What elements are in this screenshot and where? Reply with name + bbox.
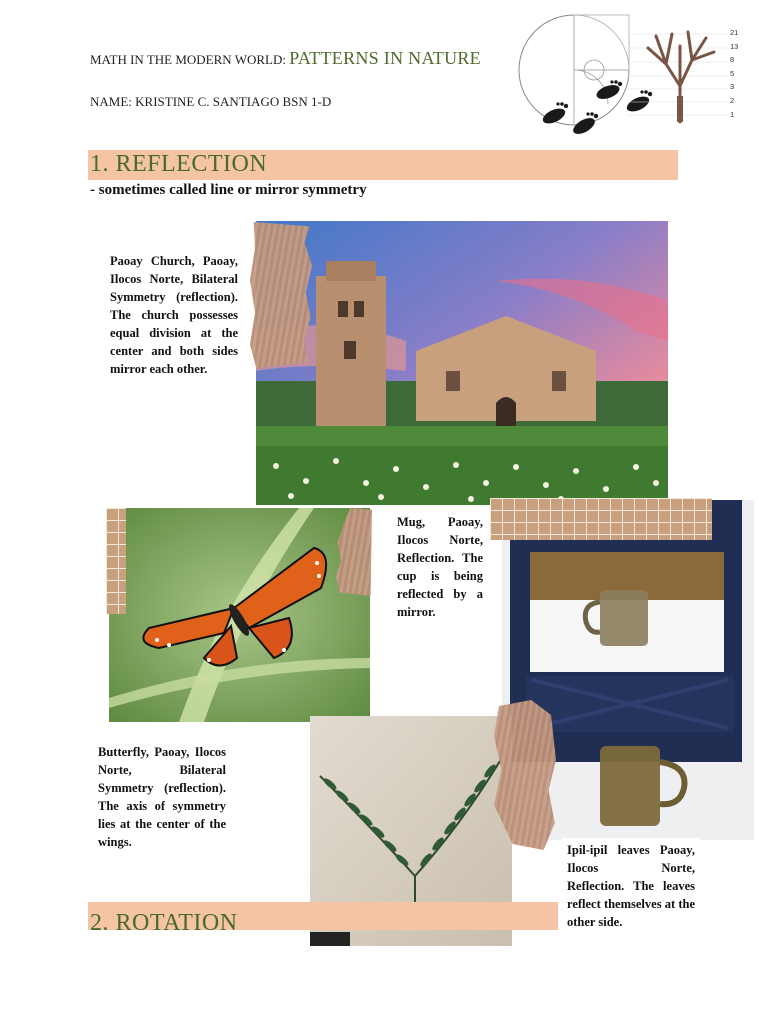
fib-label: 5 xyxy=(730,68,735,78)
student-name: NAME: KRISTINE C. SANTIAGO BSN 1-D xyxy=(90,94,332,109)
fib-label: 1 xyxy=(730,109,735,119)
section-band xyxy=(88,902,558,930)
course-heading xyxy=(90,48,481,69)
butterfly-photo xyxy=(109,508,370,722)
fib-label: 8 xyxy=(730,55,735,65)
fib-label: 3 xyxy=(730,82,735,92)
leaves-caption: Ipil-ipil leaves Paoay, Ilocos Norte, Reflection. The leaves reflect themselves at the other side. xyxy=(567,843,695,929)
grid-tape xyxy=(106,508,126,614)
church-caption: Paoay Church, Paoay, Ilocos Norte, Bilateral Symmetry (reflection). The church possesses equal division at the center and both sides mirror each other. xyxy=(110,254,238,376)
grid-tape xyxy=(490,498,712,540)
course-prefix: MATH IN THE MODERN WORLD: xyxy=(90,52,290,67)
tree-icon xyxy=(628,26,728,126)
fibonacci-tree xyxy=(628,26,744,126)
section-title: 2. ROTATION xyxy=(90,910,238,930)
church-photo xyxy=(256,221,668,505)
course-topic: PATTERNS IN NATURE xyxy=(289,48,481,68)
fib-label: 2 xyxy=(730,95,735,105)
leaves-caption-box xyxy=(562,838,700,950)
torn-tape xyxy=(250,222,312,368)
section-band xyxy=(88,150,678,180)
mug-caption: Mug, Paoay, Ilocos Norte, Reflection. The cup is being reflected by a mirror. xyxy=(397,515,483,619)
fib-label: 21 xyxy=(730,28,739,37)
fib-label: 13 xyxy=(730,41,739,51)
section-title: 1. REFLECTION xyxy=(90,151,268,177)
section-subtitle: - sometimes called line or mirror symmetry xyxy=(90,182,367,198)
butterfly-caption: Butterfly, Paoay, Ilocos Norte, Bilateral Symmetry (reflection). The axis of symmetry lies at the center of the wings. xyxy=(98,745,226,849)
